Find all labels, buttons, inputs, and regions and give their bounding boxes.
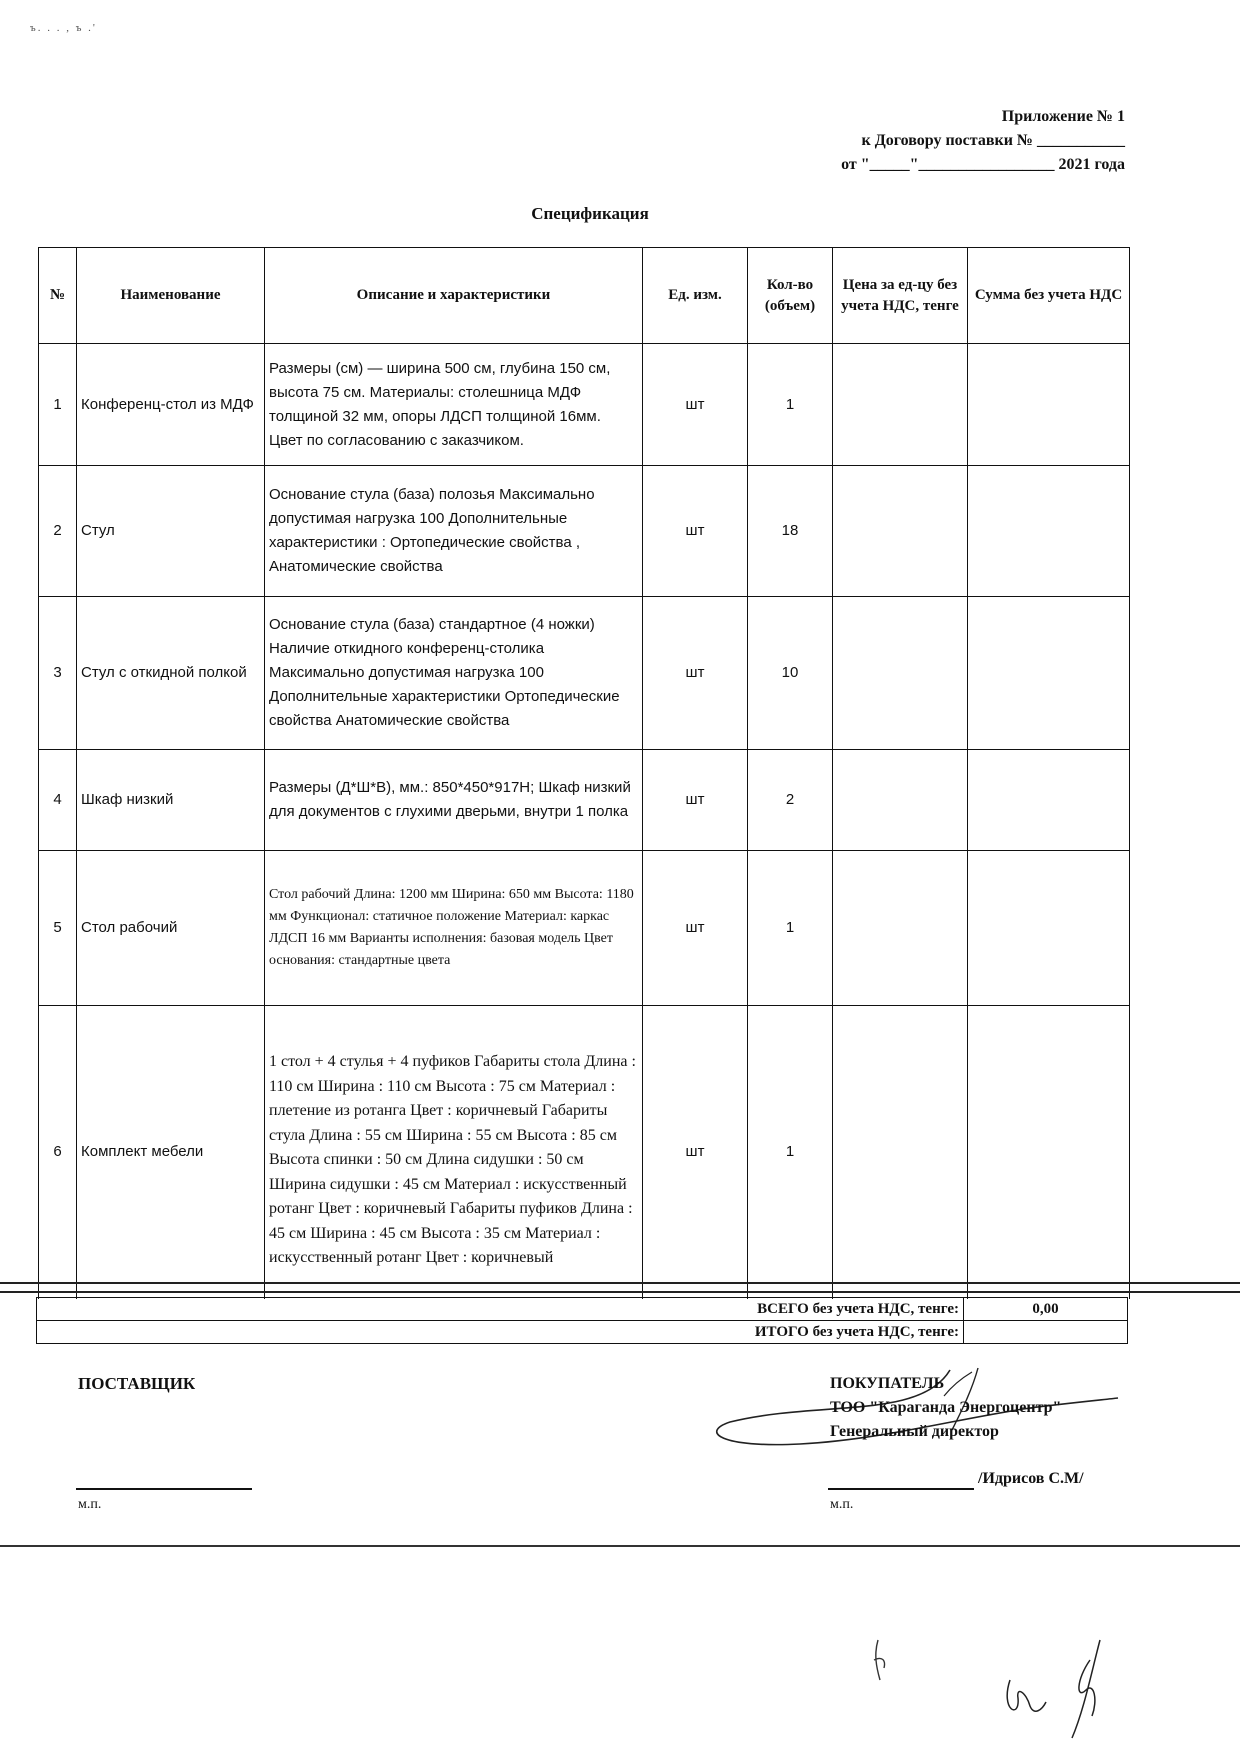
page-cut-line [0,1282,1240,1284]
row-number: 5 [39,851,77,1006]
item-sum [968,466,1130,597]
item-unit: шт [643,344,748,466]
item-sum [968,750,1130,851]
item-sum [968,851,1130,1006]
buyer-signatory-name: /Идрисов С.М/ [978,1470,1084,1487]
item-unit-price [833,1006,968,1299]
item-unit-price [833,851,968,1006]
item-description: Основание стула (база) стандартное (4 ножки) Наличие откидного конференц-столика Максимально допустимая нагрузка 100 Дополнительные характеристики Ортопедические свойства Анатомические свойства [265,597,643,750]
row-number: 1 [39,344,77,466]
column-header-unit-price: Цена за ед-цу без учета НДС, тенге [833,248,968,344]
table-row [39,597,1130,750]
item-unit-price [833,750,968,851]
item-description: Размеры (Д*Ш*В), мм.: 850*450*917Н; Шкаф низкий для документов с глухими дверьми, внутри 1 полка [265,750,643,851]
item-unit: шт [643,750,748,851]
grand-total-value [964,1321,1128,1344]
page-title: Спецификация [531,204,649,223]
item-quantity: 18 [748,466,833,597]
item-quantity: 10 [748,597,833,750]
item-unit-price [833,466,968,597]
table-row [39,1006,1130,1299]
item-unit-price [833,597,968,750]
buyer-block [830,1372,1061,1444]
scan-marks: ъ. . . , ъ .' [30,22,97,34]
item-name: Стул [77,466,265,597]
table-header-row [39,248,1130,344]
buyer-stamp-place: м.п. [830,1497,854,1512]
item-quantity: 1 [748,344,833,466]
item-name: Комплект мебели [77,1006,265,1299]
table-row [39,466,1130,597]
row-number: 4 [39,750,77,851]
item-sum [968,344,1130,466]
appendix-number: Приложение № 1 [1001,108,1125,125]
grand-total-label: ИТОГО без учета НДС, тенге: [37,1321,964,1344]
item-name: Шкаф низкий [77,750,265,851]
item-name: Стул с откидной полкой [77,597,265,750]
table-row [39,750,1130,851]
page-cut-line [0,1291,1240,1293]
buyer-signature-line [828,1488,974,1490]
column-header-quantity: Кол-во (объем) [748,248,833,344]
page-initials [860,1620,1160,1740]
item-description: Размеры (см) — ширина 500 см, глубина 150 см, высота 75 см. Материалы: столешница МДФ толщиной 32 мм, опоры ЛДСП толщиной 16мм. Цвет по согласованию с заказчиком. [265,344,643,466]
column-header-unit: Ед. изм. [643,248,748,344]
column-header-sum: Сумма без учета НДС [968,248,1130,344]
item-name: Стол рабочий [77,851,265,1006]
supplier-signature-line [76,1488,252,1490]
table-row [39,344,1130,466]
item-quantity: 1 [748,1006,833,1299]
row-number: 6 [39,1006,77,1299]
row-number: 2 [39,466,77,597]
item-description: 1 стол + 4 стулья + 4 пуфиков Габариты стола Длина : 110 см Ширина : 110 см Высота : 75 см Материал : плетение из ротанга Цвет : коричневый Габариты стула Длина : 55 см Ширина : 55 см Высота : 85 см Высота спинки : 50 см Длина сидушки : 50 см Ширина сидушки : 45 см Материал : искусственный ротанг Цвет : коричневый Габариты пуфиков Длина : 45 см Ширина : 45 см Высота : 35 см Материал : искусственный ротанг Цвет : коричневый [265,1006,643,1299]
item-quantity: 2 [748,750,833,851]
item-name: Конференц-стол из МДФ [77,344,265,466]
buyer-label: ПОКУПАТЕЛЬ [830,1375,945,1392]
column-header-number: № [39,248,77,344]
total-label: ВСЕГО без учета НДС, тенге: [37,1298,964,1321]
column-header-description: Описание и характеристики [265,248,643,344]
item-unit: шт [643,466,748,597]
grand-total-row [37,1321,1128,1344]
column-header-name: Наименование [77,248,265,344]
total-value: 0,00 [964,1298,1128,1321]
item-sum [968,597,1130,750]
table-row [39,851,1130,1006]
supplier-stamp-place: м.п. [78,1497,102,1512]
item-unit: шт [643,1006,748,1299]
buyer-position: Генеральный директор [830,1423,999,1440]
item-unit: шт [643,851,748,1006]
contract-date: от "_____"_________________ 2021 года [841,156,1125,173]
item-unit: шт [643,597,748,750]
item-description: Стол рабочий Длина: 1200 мм Ширина: 650 мм Высота: 1180 мм Функционал: статичное положение Материал: каркас ЛДСП 16 мм Варианты исполнения: базовая модель Цвет основания: стандартные цвета [265,851,643,1006]
buyer-organization: ТОО "Караганда Энергоцентр" [830,1399,1062,1416]
item-description: Основание стула (база) полозья Максимально допустимая нагрузка 100 Дополнительные характеристики : Ортопедические свойства , Анатомические свойства [265,466,643,597]
item-sum [968,1006,1130,1299]
appendix-header [841,105,1125,177]
specification-table [38,247,1130,1299]
item-quantity: 1 [748,851,833,1006]
contract-reference: к Договору поставки № ___________ [861,132,1125,149]
totals-table [36,1297,1128,1344]
total-row [37,1298,1128,1321]
item-unit-price [833,344,968,466]
page-bottom-rule [0,1545,1240,1547]
supplier-label: ПОСТАВЩИК [78,1374,196,1393]
row-number: 3 [39,597,77,750]
